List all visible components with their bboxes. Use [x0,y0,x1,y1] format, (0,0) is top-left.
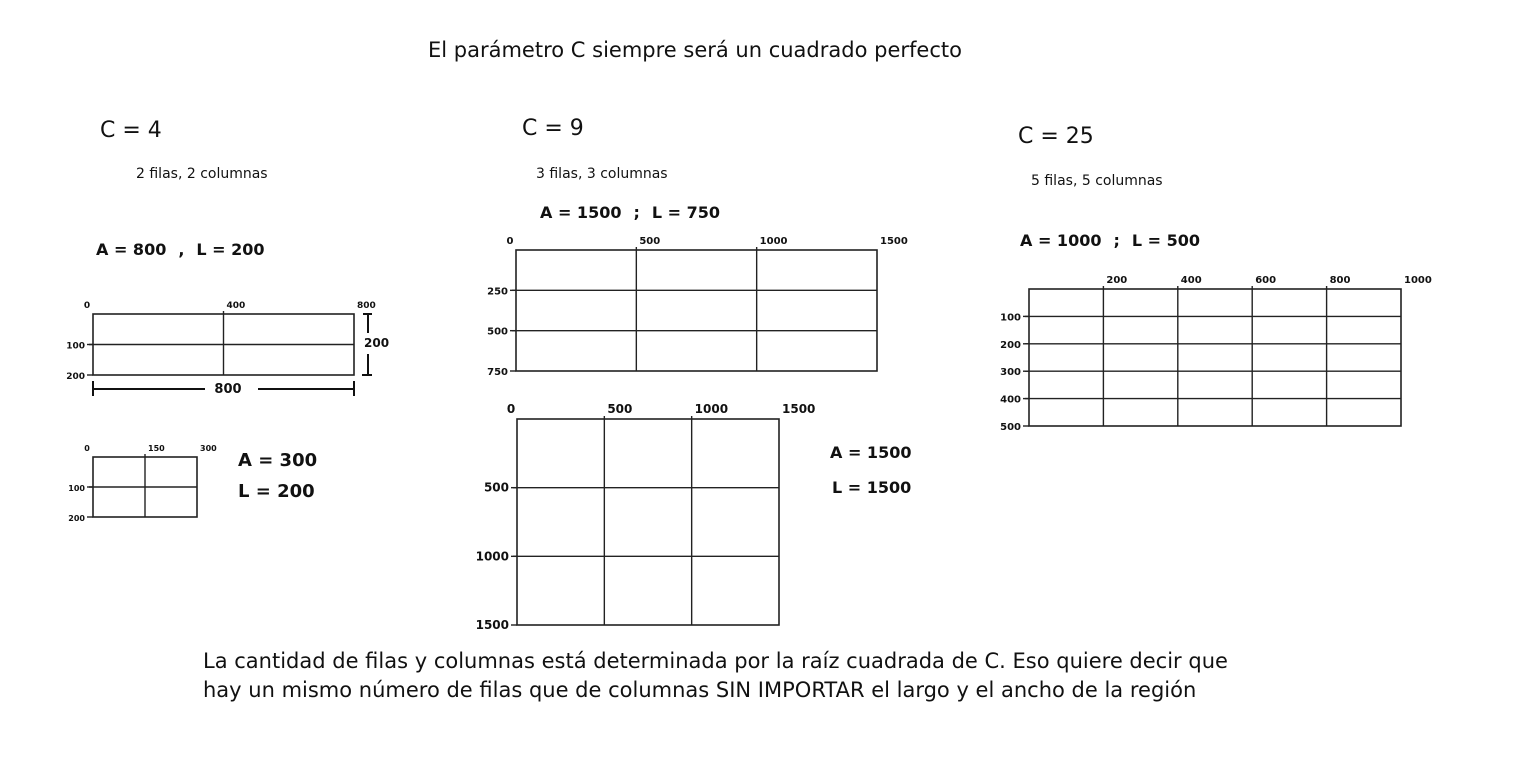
grid-5 [1000,275,1432,433]
grid5-width-label: A = 1000 [1020,231,1102,250]
x-tick-label: 1000 [694,402,729,416]
subtitle-25: 5 filas, 5 columnas [1031,173,1163,189]
grid-2 [68,444,217,523]
y-tick-label: 400 [1000,394,1021,406]
x-tick-label: 0 [83,301,91,311]
grid4-width-label: A = 1500 [830,443,912,462]
c-label-25: C = 25 [1018,124,1094,149]
x-tick-label: 800 [1329,275,1351,286]
grid1-height-label: L = 200 [196,240,265,259]
x-tick-label: 500 [639,236,661,247]
grid-1 [66,301,376,382]
grid2-height-label: L = 200 [238,481,315,502]
x-tick-label: 400 [1180,275,1202,286]
y-tick-label: 200 [1000,339,1021,351]
x-tick-label: 1000 [1404,275,1432,286]
y-tick-label: 500 [483,480,509,495]
x-tick-label: 1500 [782,402,816,416]
x-tick-label: 0 [506,402,516,416]
grid1-width-label: A = 800 [96,240,167,259]
grid1-separator: , [178,240,185,259]
x-tick-label: 200 [1106,275,1128,286]
x-tick-label: 500 [607,402,633,416]
grid3-separator: ; [633,203,640,222]
grid-border [1029,289,1401,426]
y-tick-label: 750 [487,367,508,378]
y-tick-label: 300 [1000,367,1021,379]
x-tick-label: 150 [148,444,165,453]
grid-3 [487,236,908,378]
grid3-width-label: A = 1500 [540,203,622,222]
grid4-height-label: L = 1500 [832,478,912,497]
y-tick-label: 1000 [475,549,509,564]
footer-line-1: La cantidad de filas y columnas está determinada por la raíz cuadrada de C. Eso quiere decir que [203,649,1228,673]
y-tick-label: 200 [66,372,85,382]
grid-border [516,250,877,371]
y-tick-label: 250 [487,286,508,298]
y-tick-label: 100 [68,484,85,493]
c-label-9: C = 9 [522,116,584,141]
x-tick-label: 800 [357,301,376,311]
y-tick-label: 500 [487,326,508,338]
x-tick-label: 0 [506,236,514,247]
c-label-4: C = 4 [100,118,162,143]
y-tick-label: 200 [68,514,85,523]
y-tick-label: 500 [1000,422,1021,433]
x-tick-label: 1500 [880,236,908,247]
grid-border [517,419,779,625]
x-tick-label: 300 [200,444,217,453]
grid5-height-label: L = 500 [1131,231,1201,250]
x-tick-label: 1000 [759,236,788,247]
x-tick-label: 0 [84,444,90,453]
grid-4 [476,402,816,632]
footer-line-2: hay un mismo número de filas que de columnas SIN IMPORTAR el largo y el ancho de la región [203,678,1197,702]
subtitle-9: 3 filas, 3 columnas [536,166,668,182]
x-tick-label: 600 [1255,275,1277,286]
grid5-separator: ; [1113,231,1120,250]
page-title: El parámetro C siempre será un cuadrado perfecto [428,38,962,62]
y-tick-label: 100 [1000,312,1021,324]
y-tick-label: 1500 [475,618,509,632]
x-tick-label: 400 [226,301,246,311]
grid1-height-dimension-label: 200 [364,336,390,350]
y-tick-label: 100 [66,341,85,352]
grid1-width-dimension-label: 800 [214,382,242,397]
grid2-width-label: A = 300 [238,450,318,471]
subtitle-4: 2 filas, 2 columnas [136,166,268,182]
grid3-height-label: L = 750 [651,203,721,222]
